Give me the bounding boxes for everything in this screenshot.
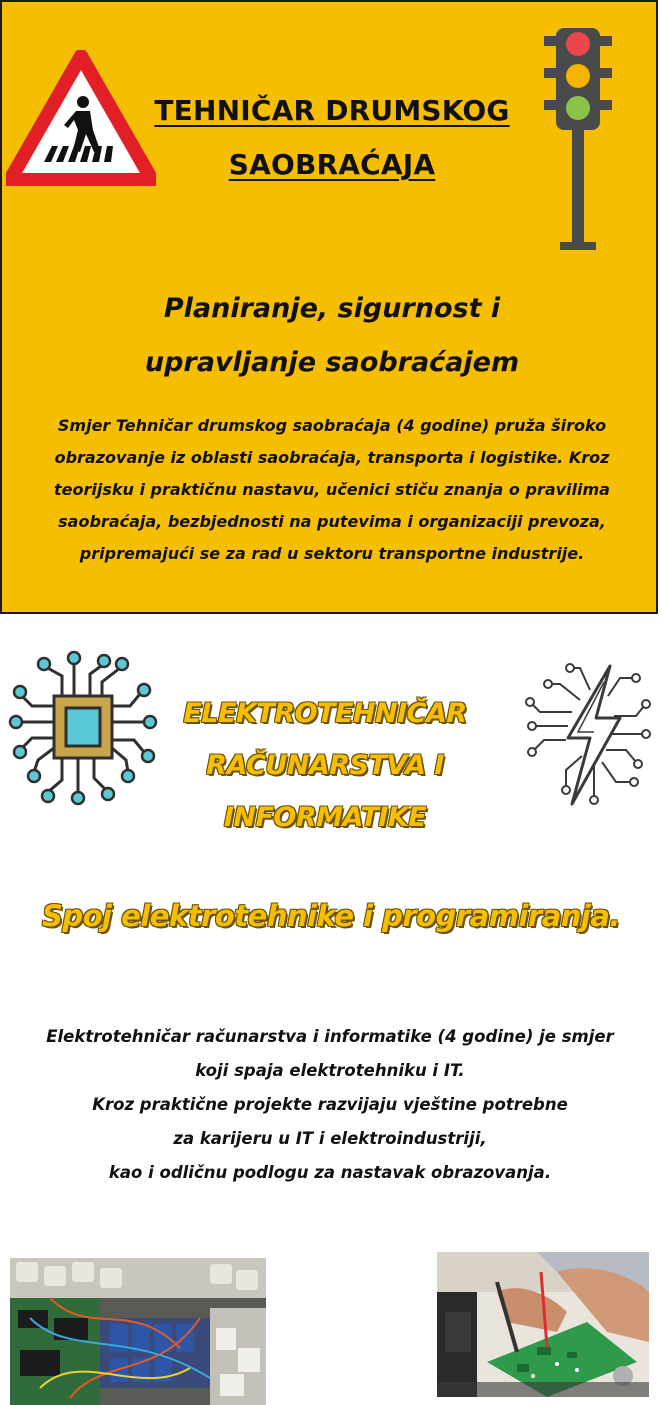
- page-title-electrotechnician: [160, 688, 490, 844]
- lightning-circuit-icon: [520, 660, 652, 808]
- description-line: Kroz praktične projekte razvijaju vještine potrebne: [92, 1095, 568, 1114]
- subtitle-electrotechnician: Spoj elektrotehnike i programiranja.: [42, 899, 620, 933]
- description-line: kao i odličnu podlogu za nastavak obrazovanja.: [108, 1163, 552, 1182]
- page-title-traffic: [142, 84, 522, 192]
- description-electrotechnician: [20, 1020, 640, 1190]
- electronics-boards-photo: [10, 1258, 266, 1405]
- description-line: Smjer Tehničar drumskog saobraćaja (4 godine) pruža široko: [57, 416, 607, 435]
- subtitle-traffic: [62, 282, 602, 390]
- description-line: koji spaja elektrotehniku i IT.: [195, 1061, 465, 1080]
- title-line-2: SAOBRAĆAJA: [228, 148, 436, 181]
- description-line: Elektrotehničar računarstva i informatike (4 godine) je smjer: [46, 1027, 614, 1046]
- title-line-1: ELEKTROTEHNIČAR: [183, 698, 467, 729]
- subtitle-line-2: upravljanje saobraćajem: [144, 347, 520, 378]
- title-line-2: RAČUNARSTVA I: [206, 750, 444, 781]
- title-line-3: INFORMATIKE: [223, 802, 427, 833]
- title-line-1: TEHNIČAR DRUMSKOG: [154, 94, 510, 127]
- description-line: za karijeru u IT i elektroindustriji,: [173, 1129, 487, 1148]
- description-line: saobraćaja, bezbjednosti na putevima i organizaciji prevoza,: [58, 512, 606, 531]
- circuit-chip-icon: [8, 648, 160, 808]
- soldering-circuit-board-photo: [437, 1252, 649, 1397]
- subtitle-line-1: Planiranje, sigurnost i: [163, 293, 501, 324]
- pedestrian-crossing-warning-sign-icon: [6, 50, 156, 186]
- traffic-light-icon: [542, 24, 614, 252]
- description-line: teorijsku i praktičnu nastavu, učenici stiču znanja o pravilima: [54, 480, 610, 499]
- description-line: obrazovanje iz oblasti saobraćaja, transporta i logistike. Kroz: [54, 448, 610, 467]
- section-traffic-technician: [0, 0, 658, 614]
- description-traffic: [18, 410, 646, 570]
- description-line: pripremajući se za rad u sektoru transportne industrije.: [79, 544, 585, 563]
